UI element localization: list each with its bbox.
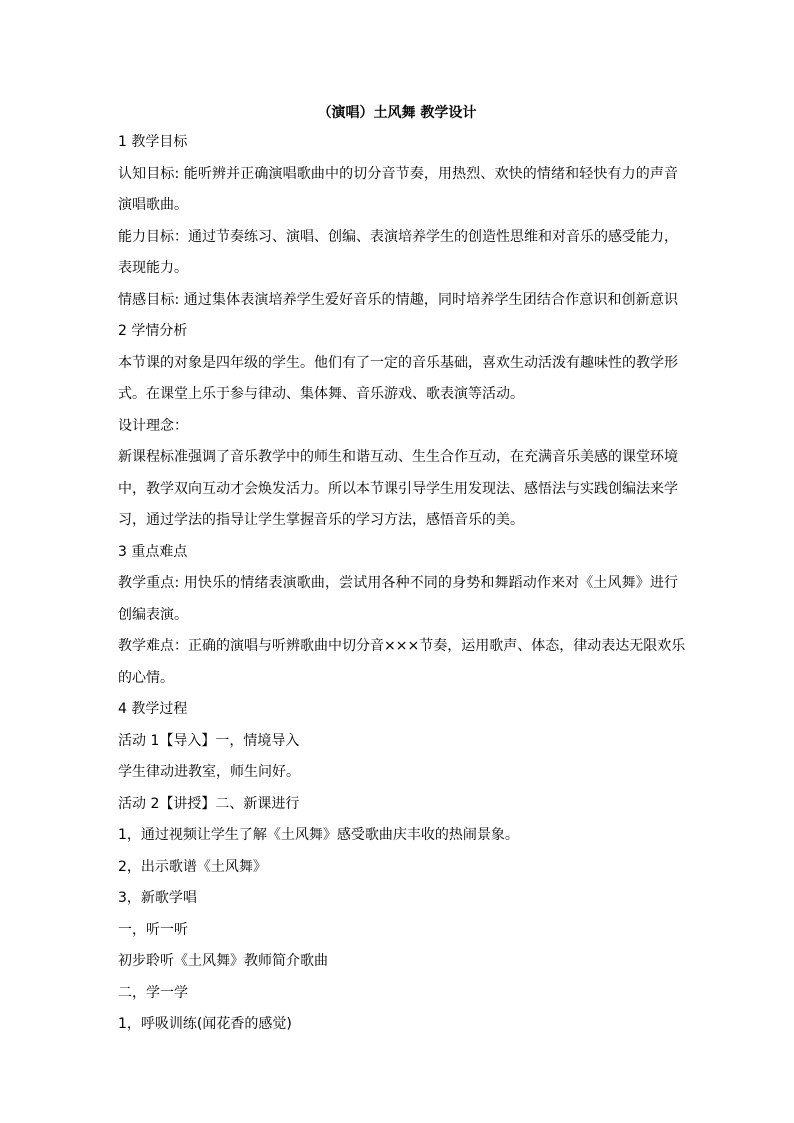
text-line: 认知目标: 能听辨并正确演唱歌曲中的切分音节奏，用热烈、欢快的情绪和轻快有力的声音 [118,165,678,182]
text-line: 式。在课堂上乐于参与律动、集体舞、音乐游戏、歌表演等活动。 [118,386,524,402]
text-line: 学生律动进教室，师生问好。 [118,764,300,780]
text-line: 中，教学双向互动才会焕发活力。所以本节课引导学生用发现法、感悟法与实践创编法来学 [118,480,678,497]
text-line: 能力目标：通过节奏练习、演唱、创编、表演培养学生的创造性思维和对音乐的感受能力， [118,228,678,245]
text-line: 3，新歌学唱 [118,890,197,906]
text-line: 本节课的对象是四年级的学生。他们有了一定的音乐基础，喜欢生动活泼有趣味性的教学形 [118,354,678,371]
text-line: 设计理念： [118,417,188,434]
text-line: 活动 1【导入】一，情境导入 [118,732,300,749]
text-line: 情感目标: 通过集体表演培养学生爱好音乐的情趣，同时培养学生团结合作意识和创新意识 [118,291,678,308]
text-line: 教学难点：正确的演唱与听辨歌曲中切分音×××节奏，运用歌声、体态，律动表达无限欢乐 [118,638,686,654]
text-line: 活动 2【讲授】二、新课进行 [118,795,300,812]
text-line: 1，通过视频让学生了解《土风舞》感受歌曲庆丰收的热闹景象。 [118,827,519,843]
document-title: （演唱）土风舞 教学设计 [317,105,477,121]
text-line: 2，出示歌谱《土风舞》 [118,858,267,875]
text-line: 初步聆听《土风舞》教师简介歌曲 [118,953,328,969]
text-line: 表现能力。 [118,260,188,276]
text-line: 1 教学目标 [118,134,188,150]
text-line: 的心情。 [118,669,174,686]
document-body [118,132,686,1046]
text-line: 3 重点难点 [118,543,188,560]
text-line: 新课程标准强调了音乐教学中的师生和谐互动、生生合作互动，在充满音乐美感的课堂环境 [118,449,678,465]
text-line: 4 教学过程 [118,701,188,717]
text-line: 演唱歌曲。 [118,197,188,213]
text-line: 二，学一学 [118,984,188,1001]
text-line: 教学重点: 用快乐的情绪表演歌曲，尝试用各种不同的身势和舞蹈动作来对《土风舞》进行 [118,575,678,591]
text-line: 创编表演。 [118,606,188,623]
text-line: 习，通过学法的指导让学生掌握音乐的学习方法，感悟音乐的美。 [118,512,524,528]
text-line: 一，听一听 [118,921,188,938]
text-line: 1，呼吸训练(闻花香的感觉) [118,1016,292,1032]
text-line: 2 学情分析 [118,323,188,339]
